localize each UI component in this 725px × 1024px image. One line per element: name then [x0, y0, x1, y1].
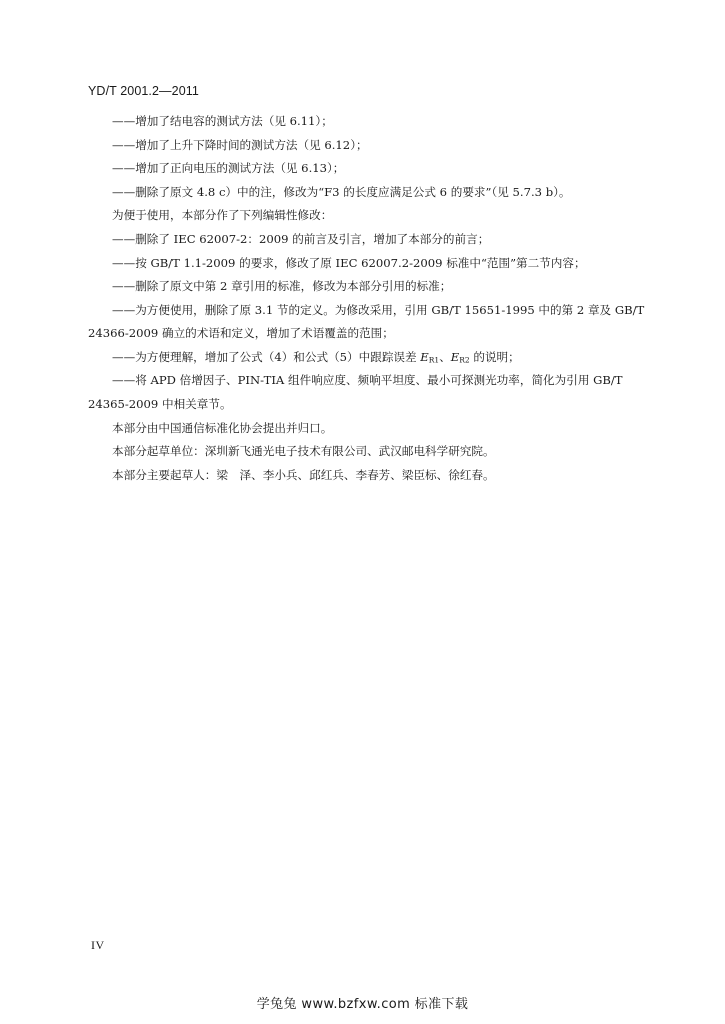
editorial-changes-intro: 为便于使用，本部分作了下列编辑性修改：: [112, 208, 333, 222]
list-item-scope: ——按 GB/T 1.1-2009 的要求，修改了原 IEC 62007.2-2009 标准中“范围”第二节内容；: [112, 256, 586, 270]
standard-number-header: YD/T 2001.2—2011: [88, 84, 199, 98]
list-item-rise-fall-time: ——增加了上升下降时间的测试方法（见 6.12）；: [112, 138, 368, 152]
list-item-apd: ——将 APD 倍增因子、PIN-TIA 组件响应度、频响平坦度、最小可探测光功率，简化为引用 GB/T: [112, 373, 623, 387]
list-item-definitions-continued: 24366-2009 确立的术语和定义，增加了术语覆盖的范围；: [88, 326, 394, 340]
formula-separator: 、: [439, 350, 451, 364]
formula-tail: 的说明；: [469, 350, 520, 364]
drafting-units: 本部分起草单位：深圳新飞通光电子技术有限公司、武汉邮电科学研究院。: [112, 444, 495, 458]
list-item-junction-capacitance: ——增加了结电容的测试方法（见 6.11）；: [112, 114, 333, 128]
formula-var-2: E: [450, 350, 460, 364]
list-item-apd-continued: 24365-2009 中相关章节。: [88, 397, 232, 411]
page-number: IV: [91, 938, 105, 952]
proposer-statement: 本部分由中国通信标准化协会提出并归口。: [112, 421, 333, 435]
formula-var-1: E: [420, 350, 429, 364]
formula-sub-1: R1: [428, 355, 440, 365]
list-item-forward-voltage: ——增加了正向电压的测试方法（见 6.13）；: [112, 161, 345, 175]
list-item-removed-note: ——删除了原文 4.8 c）中的注，修改为“F3 的长度应满足公式 6 的要求”（见 5.7.3 b）。: [112, 185, 571, 199]
list-item-definitions: ——为方便使用，删除了原 3.1 节的定义。为修改采用，引用 GB/T 15651-1995 中的第 2 章及 GB/T: [112, 303, 645, 317]
list-item-foreword: ——删除了 IEC 62007-2：2009 的前言及引言，增加了本部分的前言；: [112, 232, 490, 246]
main-drafters: 本部分主要起草人：梁 泽、李小兵、邱红兵、李春芳、梁臣标、徐红春。: [112, 468, 495, 482]
footer-watermark: 学兔兔 www.bzfxw.com 标准下载: [256, 997, 469, 1012]
list-item-tracking-error: [112, 350, 520, 368]
tracking-error-text: ——为方便理解，增加了公式（4）和公式（5）中跟踪误差: [112, 350, 421, 364]
list-item-references: ——删除了原文中第 2 章引用的标准，修改为本部分引用的标准；: [112, 279, 452, 293]
formula-sub-2: R2: [459, 355, 470, 365]
